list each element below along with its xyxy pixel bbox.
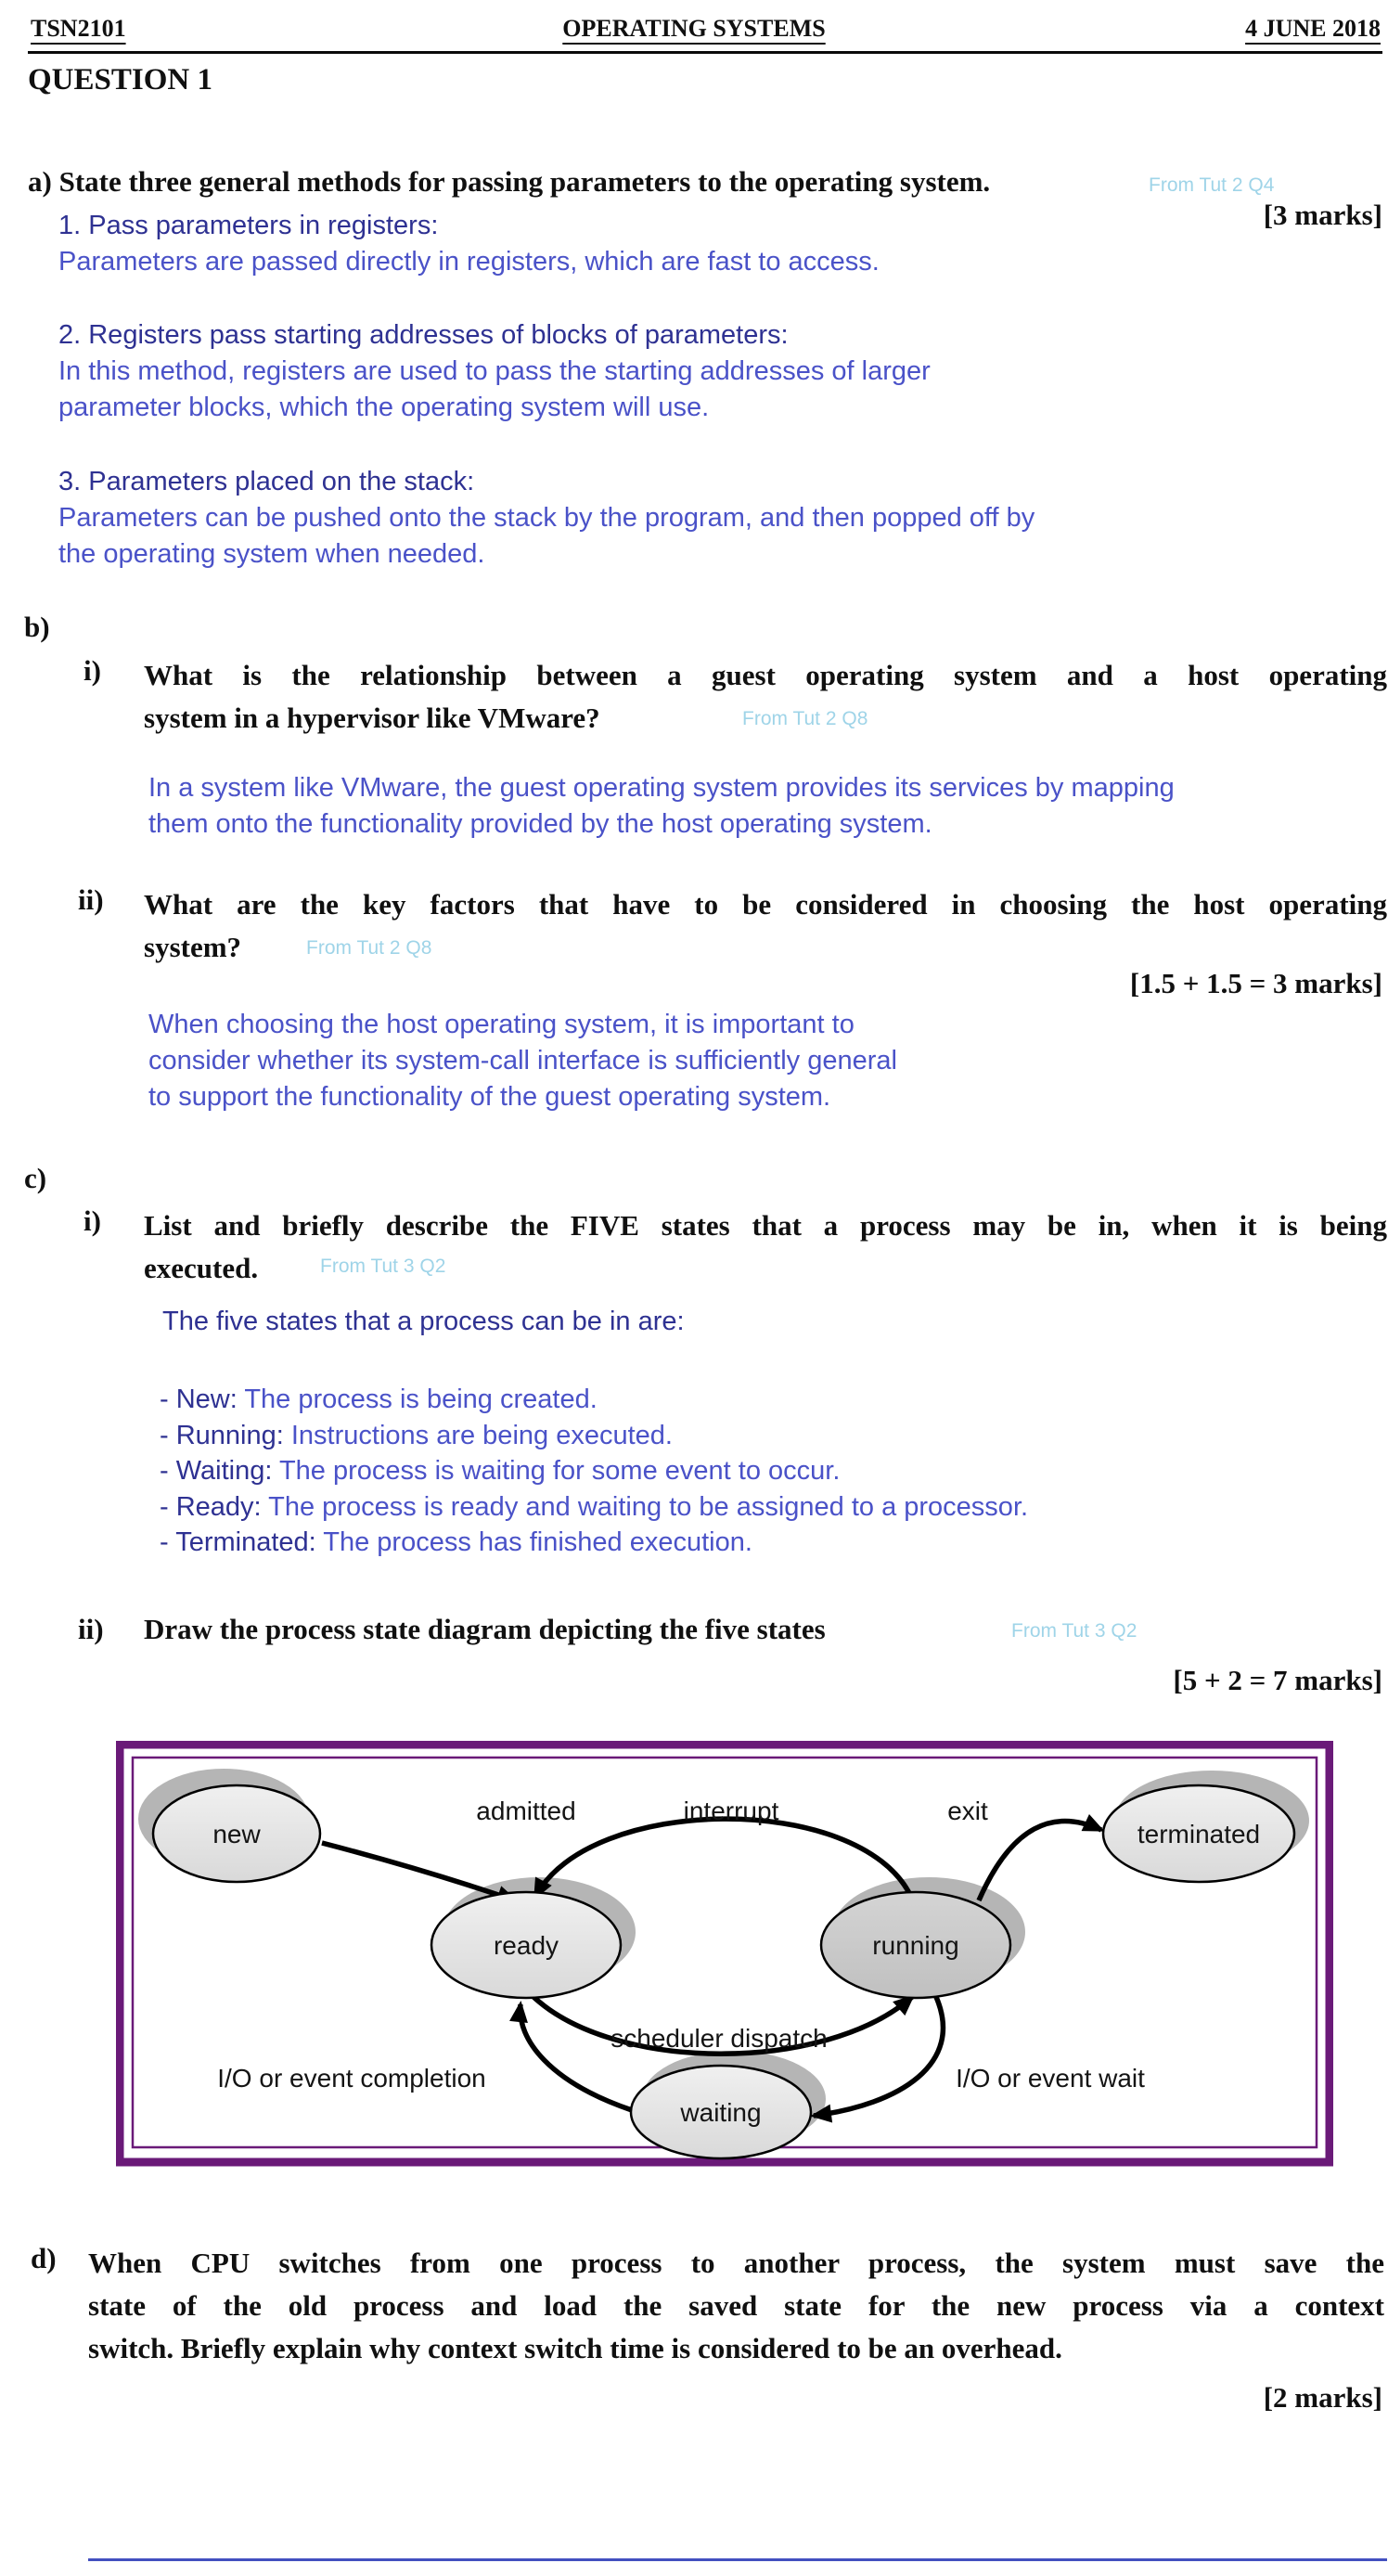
transition-interrupt-arrow xyxy=(535,1819,910,1897)
answer-line: In this method, registers are used to pass the starting addresses of larger xyxy=(58,356,931,386)
state-list-item xyxy=(160,1453,1028,1489)
answer-line: the operating system when needed. xyxy=(58,539,485,569)
part-c-i-numeral: i) xyxy=(84,1204,101,1237)
transition-exit-arrow xyxy=(979,1821,1101,1900)
part-b-ii-tutorial-annotation: From Tut 2 Q8 xyxy=(306,937,432,959)
state-list-item xyxy=(160,1525,1028,1561)
answer-heading: 1. Pass parameters in registers: xyxy=(58,211,439,240)
part-c-ii-question: Draw the process state diagram depicting the five states xyxy=(144,1613,826,1645)
state-label-new: new xyxy=(212,1820,261,1848)
state-desc: The process has finished execution. xyxy=(315,1527,752,1557)
answer-line: Parameters can be pushed onto the stack by the program, and then popped off by xyxy=(58,503,1035,533)
exam-date: 4 JUNE 2018 xyxy=(1245,15,1381,42)
part-d-marks: [2 marks] xyxy=(1263,2381,1382,2414)
answer-heading: 2. Registers pass starting addresses of blocks of parameters: xyxy=(58,320,789,350)
state-desc: Instructions are being executed. xyxy=(283,1420,673,1450)
part-d-label: d) xyxy=(31,2242,57,2274)
state-desc: The process is ready and waiting to be assigned to a processor. xyxy=(261,1491,1029,1522)
question-line: state of the old process and load the saved state for the new process via a context xyxy=(88,2289,1384,2322)
state-label: - New: xyxy=(160,1385,238,1414)
answer-line: them onto the functionality provided by the host operating system. xyxy=(148,809,932,839)
state-desc: The process is being created. xyxy=(237,1385,598,1414)
part-d-question xyxy=(88,2242,1384,2370)
state-label: - Terminated: xyxy=(160,1527,316,1557)
transition-label-admitted: admitted xyxy=(476,1797,576,1825)
transition-admitted-arrow xyxy=(322,1843,515,1900)
state-list-item xyxy=(160,1382,1028,1418)
part-a-answer-2 xyxy=(58,317,931,426)
transition-completion-arrow xyxy=(520,2004,632,2110)
answer-line: When choosing the host operating system, it is important to xyxy=(148,1010,855,1039)
answer-line: Parameters are passed directly in registers, which are fast to access. xyxy=(58,247,880,277)
transition-label-dispatch: scheduler dispatch xyxy=(610,2024,828,2053)
course-code: TSN2101 xyxy=(31,15,126,42)
state-desc: The process is waiting for some event to occur. xyxy=(272,1456,841,1486)
page-bottom-rule xyxy=(88,2558,1387,2561)
part-a-answer-3 xyxy=(58,464,1035,573)
question-line: system in a hypervisor like VMware? xyxy=(144,702,600,734)
transition-label-wait: I/O or event wait xyxy=(956,2064,1145,2093)
state-list-item xyxy=(160,1418,1028,1454)
part-c-label: c) xyxy=(24,1162,47,1194)
part-b-i-numeral: i) xyxy=(84,654,101,687)
part-c-ii-marks: [5 + 2 = 7 marks] xyxy=(1173,1664,1382,1696)
part-b-ii-answer xyxy=(148,1007,897,1115)
paper-title: OPERATING SYSTEMS xyxy=(562,15,826,42)
answer-line: In a system like VMware, the guest operating system provides its services by mapping xyxy=(148,773,1175,803)
part-c-i-intro: The five states that a process can be in are: xyxy=(162,1307,685,1336)
transition-wait-arrow xyxy=(814,1997,943,2116)
part-a-marks: [3 marks] xyxy=(1263,199,1382,231)
process-state-list xyxy=(160,1382,1028,1561)
part-c-i-tutorial-annotation: From Tut 3 Q2 xyxy=(320,1256,446,1277)
answer-line: consider whether its system-call interface is sufficiently general xyxy=(148,1046,897,1075)
part-a-question: a) State three general methods for passing parameters to the operating system. xyxy=(28,165,991,198)
question-title: QUESTION 1 xyxy=(28,63,212,97)
question-line: What is the relationship between a guest operating system and a host operating xyxy=(144,659,1387,691)
process-state-diagram xyxy=(116,1741,1333,2170)
transition-label-exit: exit xyxy=(947,1797,988,1825)
answer-line: to support the functionality of the guest operating system. xyxy=(148,1082,831,1112)
state-label: - Ready: xyxy=(160,1491,262,1522)
state-label: - Waiting: xyxy=(160,1456,273,1486)
answer-heading: 3. Parameters placed on the stack: xyxy=(58,467,475,496)
part-b-label: b) xyxy=(24,611,50,643)
part-a-tutorial-annotation: From Tut 2 Q4 xyxy=(1149,174,1275,196)
part-b-ii-marks: [1.5 + 1.5 = 3 marks] xyxy=(1129,967,1382,999)
part-c-ii-numeral: ii) xyxy=(78,1613,104,1645)
state-label: - Running: xyxy=(160,1420,284,1450)
part-c-ii-tutorial-annotation: From Tut 3 Q2 xyxy=(1011,1620,1137,1642)
question-line: executed. xyxy=(144,1252,259,1284)
state-list-item xyxy=(160,1489,1028,1526)
part-a-answer-1 xyxy=(58,208,880,280)
transition-label-completion: I/O or event completion xyxy=(217,2064,486,2093)
part-b-i-tutorial-annotation: From Tut 2 Q8 xyxy=(742,708,868,729)
question-line: system? xyxy=(144,931,242,963)
question-line: What are the key factors that have to be considered in choosing the host operating xyxy=(144,888,1387,921)
transition-label-interrupt: interrupt xyxy=(683,1797,779,1825)
state-label-waiting: waiting xyxy=(680,2098,762,2127)
question-line: When CPU switches from one process to another process, the system must save the xyxy=(88,2247,1384,2279)
part-b-ii-numeral: ii) xyxy=(78,883,104,916)
state-label-terminated: terminated xyxy=(1137,1820,1261,1848)
state-label-running: running xyxy=(872,1931,959,1960)
header-rule xyxy=(28,51,1382,54)
question-line: switch. Briefly explain why context switch time is considered to be an overhead. xyxy=(88,2332,1062,2364)
question-line: List and briefly describe the FIVE states that a process may be in, when it is being xyxy=(144,1209,1387,1242)
part-b-i-answer xyxy=(148,770,1175,843)
answer-line: parameter blocks, which the operating system will use. xyxy=(58,393,710,422)
state-label-ready: ready xyxy=(493,1931,559,1960)
